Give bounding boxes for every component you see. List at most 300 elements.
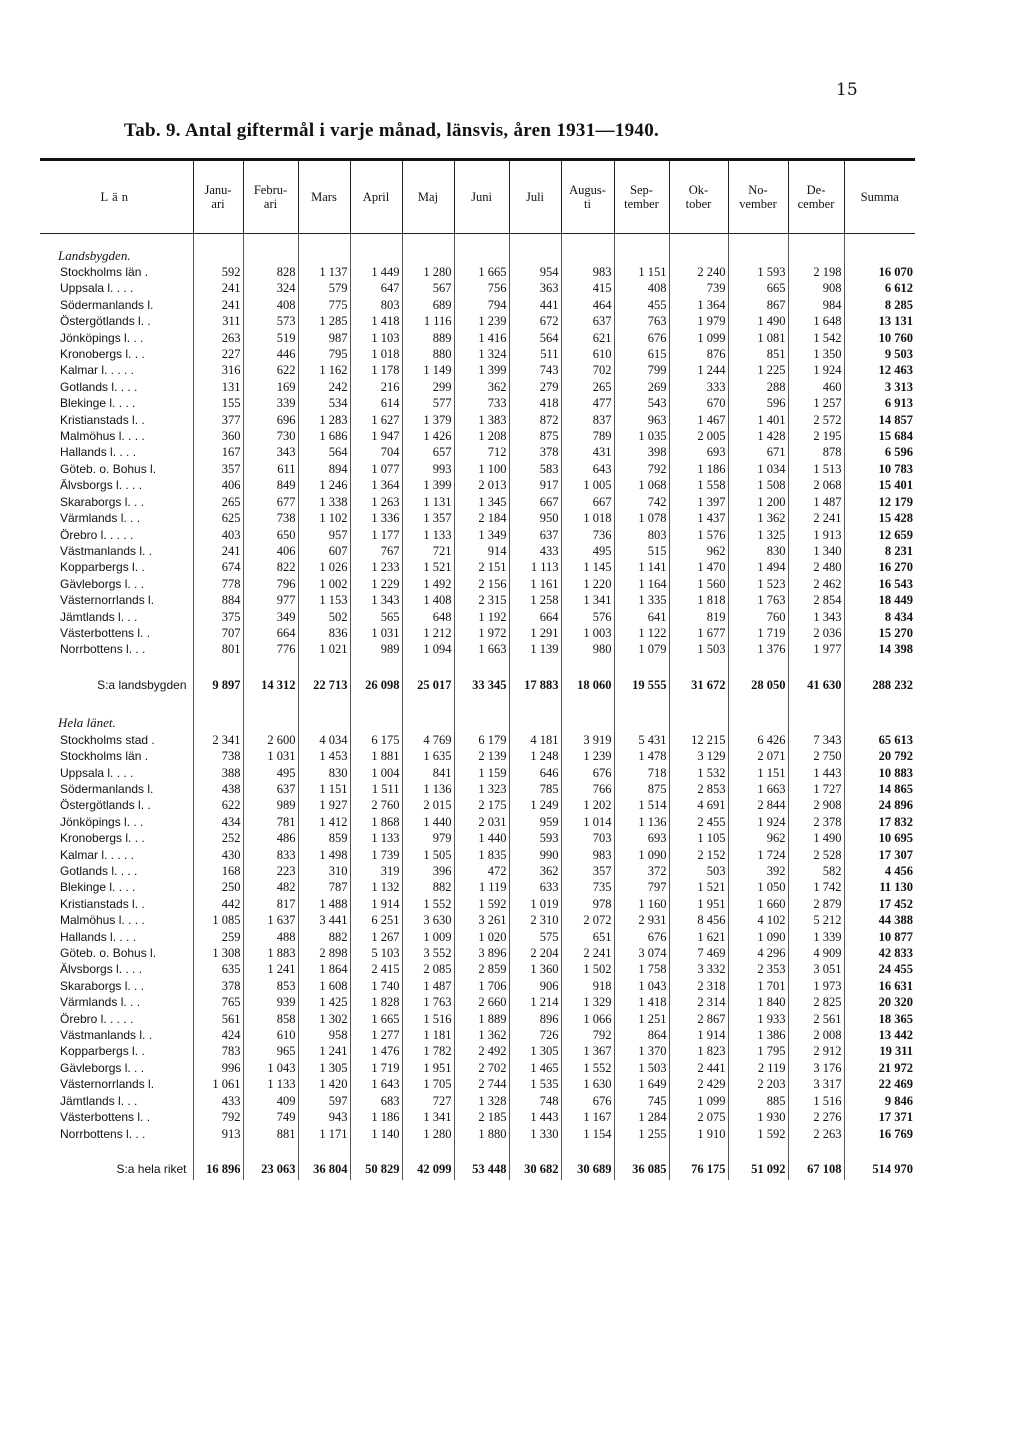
empty-cell — [788, 234, 844, 265]
total-value-cell: 30 682 — [509, 1158, 561, 1180]
value-cell: 2 750 — [788, 748, 844, 764]
empty-cell — [243, 658, 298, 674]
value-cell: 963 — [614, 412, 669, 428]
county-name: Göteb. o. Bohus l. — [40, 945, 193, 961]
value-cell: 1 302 — [298, 1011, 350, 1027]
value-cell: 2 072 — [561, 912, 614, 928]
value-cell: 1 119 — [454, 879, 509, 895]
value-cell: 265 — [193, 494, 243, 510]
value-cell: 1 420 — [298, 1076, 350, 1092]
value-cell: 781 — [243, 814, 298, 830]
value-cell: 6 913 — [884, 396, 913, 411]
value-cell: 1 099 — [669, 330, 728, 346]
value-cell: 1 818 — [669, 592, 728, 608]
value-cell: 575 — [509, 929, 561, 945]
value-cell: 2 085 — [402, 961, 454, 977]
value-cell: 1 795 — [728, 1043, 788, 1059]
value-cell: 1 151 — [728, 765, 788, 781]
value-cell: 1 560 — [669, 576, 728, 592]
value-cell: 1 379 — [402, 412, 454, 428]
value-cell: 1 665 — [454, 264, 509, 280]
value-cell: 3 313 — [884, 379, 913, 394]
value-cell: 131 — [193, 379, 243, 395]
value-cell: 792 — [193, 1109, 243, 1125]
value-cell: 2 744 — [454, 1076, 509, 1092]
value-cell: 894 — [298, 461, 350, 477]
value-cell: 567 — [402, 280, 454, 296]
value-cell: 1 364 — [350, 477, 402, 493]
value-cell: 1 440 — [454, 830, 509, 846]
value-cell: 4 691 — [669, 797, 728, 813]
value-cell: 8 434 — [884, 609, 913, 624]
value-cell: 1 782 — [402, 1043, 454, 1059]
value-cell: 1 627 — [350, 412, 402, 428]
table-row — [40, 1043, 915, 1059]
county-name: Kalmar l. . . . . — [40, 362, 193, 378]
value-cell: 16 070 — [878, 265, 913, 279]
value-cell: 4 296 — [728, 945, 788, 961]
value-cell: 765 — [193, 994, 243, 1010]
empty-cell — [243, 696, 298, 732]
empty-cell — [844, 1142, 915, 1158]
value-cell: 10 783 — [878, 461, 913, 476]
value-cell: 1 739 — [350, 847, 402, 863]
value-cell: 1 880 — [454, 1126, 509, 1142]
value-cell: 1 503 — [669, 641, 728, 657]
value-cell: 1 397 — [669, 494, 728, 510]
value-cell: 1 133 — [243, 1076, 298, 1092]
value-cell: 1 248 — [509, 748, 561, 764]
empty-cell — [788, 1142, 844, 1158]
total-value-cell: 50 829 — [350, 1158, 402, 1180]
value-cell: 776 — [243, 641, 298, 657]
value-cell: 881 — [243, 1126, 298, 1142]
value-cell: 242 — [298, 379, 350, 395]
total-value-cell: 17 883 — [509, 674, 561, 696]
value-cell: 168 — [193, 863, 243, 879]
value-cell: 2 276 — [788, 1109, 844, 1125]
value-cell: 392 — [728, 863, 788, 879]
value-cell: 1 229 — [350, 576, 402, 592]
value-cell: 1 511 — [350, 781, 402, 797]
value-cell: 455 — [614, 297, 669, 313]
marriage-table-container — [40, 158, 915, 1180]
value-cell: 433 — [193, 1093, 243, 1109]
value-cell: 1 418 — [614, 994, 669, 1010]
value-cell: 2 853 — [669, 781, 728, 797]
value-cell: 1 267 — [350, 929, 402, 945]
table-row — [40, 847, 915, 863]
county-name: Kalmar l. . . . . — [40, 847, 193, 863]
value-cell: 1 979 — [669, 313, 728, 329]
value-cell: 1 133 — [350, 830, 402, 846]
value-cell: 1 758 — [614, 961, 669, 977]
value-cell: 1 490 — [728, 313, 788, 329]
value-cell: 959 — [509, 814, 561, 830]
empty-cell — [614, 1142, 669, 1158]
value-cell: 677 — [243, 494, 298, 510]
table-row — [40, 264, 915, 280]
value-cell: 8 285 — [884, 297, 913, 312]
empty-cell — [509, 1142, 561, 1158]
county-name: Södermanlands l. — [40, 781, 193, 797]
table-row — [40, 297, 915, 313]
value-cell: 980 — [561, 641, 614, 657]
value-cell: 324 — [243, 280, 298, 296]
value-cell: 495 — [243, 765, 298, 781]
value-cell: 1 136 — [402, 781, 454, 797]
empty-cell — [298, 1142, 350, 1158]
table-row — [40, 527, 915, 543]
county-name: Malmöhus l. . . . — [40, 912, 193, 928]
value-cell: 1 476 — [350, 1043, 402, 1059]
value-cell: 415 — [561, 280, 614, 296]
value-cell: 726 — [509, 1027, 561, 1043]
value-cell: 1 951 — [402, 1060, 454, 1076]
table-row — [40, 576, 915, 592]
value-cell: 672 — [509, 313, 561, 329]
value-cell: 1 360 — [509, 961, 561, 977]
value-cell: 1 840 — [728, 994, 788, 1010]
value-cell: 42 833 — [878, 946, 913, 961]
value-cell: 2 702 — [454, 1060, 509, 1076]
value-cell: 1 031 — [350, 625, 402, 641]
value-cell: 1 665 — [350, 1011, 402, 1027]
value-cell: 885 — [728, 1093, 788, 1109]
value-cell: 1 329 — [561, 994, 614, 1010]
county-name: Västernorrlands l. — [40, 592, 193, 608]
value-cell: 4 181 — [509, 732, 561, 748]
empty-cell — [454, 1142, 509, 1158]
value-cell: 1 099 — [669, 1093, 728, 1109]
column-header-november: No- vember — [728, 161, 788, 234]
value-cell: 1 192 — [454, 609, 509, 625]
column-header-februari: Febru- ari — [243, 161, 298, 234]
value-cell: 864 — [614, 1027, 669, 1043]
value-cell: 44 388 — [878, 913, 913, 928]
value-cell: 472 — [454, 863, 509, 879]
value-cell: 378 — [509, 444, 561, 460]
table-row — [40, 330, 915, 346]
value-cell: 797 — [614, 879, 669, 895]
value-cell: 703 — [561, 830, 614, 846]
value-cell: 2 119 — [728, 1060, 788, 1076]
value-cell: 889 — [402, 330, 454, 346]
value-cell: 2 931 — [614, 912, 669, 928]
value-cell: 2 429 — [669, 1076, 728, 1092]
total-value-cell: 18 060 — [561, 674, 614, 696]
table-row — [40, 748, 915, 764]
value-cell: 482 — [243, 879, 298, 895]
value-cell: 2 353 — [728, 961, 788, 977]
value-cell: 833 — [243, 847, 298, 863]
value-cell: 388 — [193, 765, 243, 781]
value-cell: 696 — [243, 412, 298, 428]
value-cell: 398 — [614, 444, 669, 460]
value-cell: 6 426 — [728, 732, 788, 748]
value-cell: 1 828 — [350, 994, 402, 1010]
value-cell: 2 867 — [669, 1011, 728, 1027]
total-value-cell: 25 017 — [402, 674, 454, 696]
total-value-cell: 16 896 — [193, 1158, 243, 1180]
value-cell: 795 — [298, 346, 350, 362]
table-header-row — [40, 161, 915, 234]
value-cell: 3 896 — [454, 945, 509, 961]
empty-cell — [509, 696, 561, 732]
value-cell: 503 — [669, 863, 728, 879]
value-cell: 2 528 — [788, 847, 844, 863]
value-cell: 515 — [614, 543, 669, 559]
value-cell: 13 131 — [878, 314, 913, 329]
value-cell: 1 663 — [728, 781, 788, 797]
value-cell: 3 441 — [298, 912, 350, 928]
county-name: Jönköpings l. . . — [40, 330, 193, 346]
value-cell: 1 043 — [243, 1060, 298, 1076]
value-cell: 6 175 — [350, 732, 402, 748]
value-cell: 216 — [350, 379, 402, 395]
value-cell: 1 686 — [298, 428, 350, 444]
value-cell: 962 — [728, 830, 788, 846]
value-cell: 637 — [509, 527, 561, 543]
table-row — [40, 830, 915, 846]
value-cell: 718 — [614, 765, 669, 781]
column-header-januari: Janu- ari — [193, 161, 243, 234]
value-cell: 396 — [402, 863, 454, 879]
value-cell: 3 261 — [454, 912, 509, 928]
value-cell: 853 — [243, 978, 298, 994]
value-cell: 622 — [243, 362, 298, 378]
value-cell: 409 — [243, 1093, 298, 1109]
value-cell: 1 399 — [454, 362, 509, 378]
value-cell: 1 428 — [728, 428, 788, 444]
value-cell: 582 — [788, 863, 844, 879]
table-row — [40, 929, 915, 945]
value-cell: 2 660 — [454, 994, 509, 1010]
value-cell: 622 — [193, 797, 243, 813]
value-cell: 1 035 — [614, 428, 669, 444]
value-cell: 434 — [193, 814, 243, 830]
value-cell: 250 — [193, 879, 243, 895]
value-cell: 252 — [193, 830, 243, 846]
value-cell: 1 214 — [509, 994, 561, 1010]
total-row — [40, 674, 915, 696]
value-cell: 1 280 — [402, 264, 454, 280]
spacer-row — [40, 1142, 915, 1158]
value-cell: 1 009 — [402, 929, 454, 945]
empty-cell — [561, 234, 614, 265]
column-header-mars: Mars — [298, 161, 350, 234]
value-cell: 464 — [561, 297, 614, 313]
county-name: Kristianstads l. . — [40, 896, 193, 912]
value-cell: 592 — [193, 264, 243, 280]
value-cell: 906 — [509, 978, 561, 994]
value-cell: 1 386 — [728, 1027, 788, 1043]
value-cell: 7 469 — [669, 945, 728, 961]
value-cell: 16 543 — [878, 576, 913, 591]
table-row — [40, 477, 915, 493]
value-cell: 4 102 — [728, 912, 788, 928]
table-row — [40, 444, 915, 460]
value-cell: 1 576 — [669, 527, 728, 543]
value-cell: 241 — [193, 297, 243, 313]
value-cell: 1 914 — [350, 896, 402, 912]
value-cell: 958 — [298, 1027, 350, 1043]
value-cell: 1 164 — [614, 576, 669, 592]
value-cell: 1 284 — [614, 1109, 669, 1125]
value-cell: 1 498 — [298, 847, 350, 863]
value-cell: 875 — [509, 428, 561, 444]
value-cell: 7 343 — [788, 732, 844, 748]
value-cell: 1 724 — [728, 847, 788, 863]
table-row — [40, 592, 915, 608]
county-name: Västerbottens l. . — [40, 1109, 193, 1125]
value-cell: 801 — [193, 641, 243, 657]
value-cell: 333 — [669, 379, 728, 395]
value-cell: 1 255 — [614, 1126, 669, 1142]
value-cell: 1 913 — [788, 527, 844, 543]
table-row — [40, 428, 915, 444]
value-cell: 1 513 — [788, 461, 844, 477]
value-cell: 785 — [509, 781, 561, 797]
value-cell: 1 233 — [350, 559, 402, 575]
county-name: Skaraborgs l. . . — [40, 494, 193, 510]
value-cell: 1 453 — [298, 748, 350, 764]
value-cell: 615 — [614, 346, 669, 362]
total-value-cell: 53 448 — [454, 1158, 509, 1180]
table-row — [40, 1076, 915, 1092]
value-cell: 2 195 — [788, 428, 844, 444]
value-cell: 1 440 — [402, 814, 454, 830]
value-cell: 1 133 — [402, 527, 454, 543]
value-cell: 1 864 — [298, 961, 350, 977]
empty-cell — [561, 658, 614, 674]
value-cell: 621 — [561, 330, 614, 346]
value-cell: 1 177 — [350, 527, 402, 543]
column-header-summa: Summa — [844, 161, 915, 234]
value-cell: 1 285 — [298, 313, 350, 329]
value-cell: 1 141 — [614, 559, 669, 575]
value-cell: 1 202 — [561, 797, 614, 813]
value-cell: 733 — [454, 395, 509, 411]
value-cell: 1 220 — [561, 576, 614, 592]
value-cell: 18 449 — [878, 593, 913, 608]
value-cell: 2 912 — [788, 1043, 844, 1059]
value-cell: 1 637 — [243, 912, 298, 928]
value-cell: 2 561 — [788, 1011, 844, 1027]
county-name: Uppsala l. . . . — [40, 765, 193, 781]
value-cell: 625 — [193, 510, 243, 526]
county-name: Västmanlands l. . — [40, 1027, 193, 1043]
value-cell: 760 — [728, 609, 788, 625]
value-cell: 667 — [561, 494, 614, 510]
value-cell: 3 317 — [788, 1076, 844, 1092]
value-cell: 704 — [350, 444, 402, 460]
value-cell: 1 002 — [298, 576, 350, 592]
value-cell: 460 — [788, 379, 844, 395]
total-row — [40, 1158, 915, 1180]
value-cell: 357 — [193, 461, 243, 477]
value-cell: 1 881 — [350, 748, 402, 764]
county-name: Gävleborgs l. . . — [40, 1060, 193, 1076]
value-cell: 1 034 — [728, 461, 788, 477]
value-cell: 1 643 — [350, 1076, 402, 1092]
value-cell: 343 — [243, 444, 298, 460]
total-value-cell: 514 970 — [872, 1161, 913, 1176]
value-cell: 611 — [243, 461, 298, 477]
value-cell: 1 502 — [561, 961, 614, 977]
value-cell: 989 — [350, 641, 402, 657]
value-cell: 830 — [728, 543, 788, 559]
value-cell: 849 — [243, 477, 298, 493]
value-cell: 17 371 — [878, 1110, 913, 1125]
value-cell: 1 401 — [728, 412, 788, 428]
table-row — [40, 961, 915, 977]
value-cell: 2 908 — [788, 797, 844, 813]
value-cell: 965 — [243, 1043, 298, 1059]
value-cell: 1 171 — [298, 1126, 350, 1142]
value-cell: 671 — [728, 444, 788, 460]
empty-cell — [844, 696, 915, 732]
total-value-cell: 31 672 — [669, 674, 728, 696]
value-cell: 2 462 — [788, 576, 844, 592]
value-cell: 1 339 — [788, 929, 844, 945]
empty-cell — [788, 658, 844, 674]
value-cell: 372 — [614, 863, 669, 879]
value-cell: 647 — [350, 280, 402, 296]
empty-cell — [614, 658, 669, 674]
value-cell: 5 431 — [614, 732, 669, 748]
value-cell: 477 — [561, 395, 614, 411]
value-cell: 259 — [193, 929, 243, 945]
value-cell: 6 596 — [884, 445, 913, 460]
value-cell: 2 068 — [788, 477, 844, 493]
value-cell: 1 005 — [561, 477, 614, 493]
value-cell: 1 416 — [454, 330, 509, 346]
value-cell: 1 763 — [402, 994, 454, 1010]
marriage-statistics-table — [40, 161, 915, 1180]
value-cell: 1 514 — [614, 797, 669, 813]
value-cell: 689 — [402, 297, 454, 313]
value-cell: 1 212 — [402, 625, 454, 641]
value-cell: 265 — [561, 379, 614, 395]
value-cell: 579 — [298, 280, 350, 296]
value-cell: 1 239 — [454, 313, 509, 329]
value-cell: 1 149 — [402, 362, 454, 378]
value-cell: 65 613 — [878, 732, 913, 747]
value-cell: 667 — [509, 494, 561, 510]
value-cell: 984 — [788, 297, 844, 313]
empty-cell — [454, 658, 509, 674]
value-cell: 817 — [243, 896, 298, 912]
value-cell: 1 343 — [350, 592, 402, 608]
value-cell: 362 — [509, 863, 561, 879]
value-cell: 738 — [193, 748, 243, 764]
total-label: S:a landsbygden — [40, 674, 193, 696]
value-cell: 914 — [454, 543, 509, 559]
value-cell: 607 — [298, 543, 350, 559]
county-name: Kronobergs l. . . — [40, 346, 193, 362]
value-cell: 1 521 — [402, 559, 454, 575]
table-row — [40, 1011, 915, 1027]
value-cell: 2 015 — [402, 797, 454, 813]
value-cell: 978 — [561, 896, 614, 912]
value-cell: 1 161 — [509, 576, 561, 592]
value-cell: 19 311 — [879, 1044, 913, 1059]
value-cell: 2 898 — [298, 945, 350, 961]
value-cell: 431 — [561, 444, 614, 460]
county-name: Örebro l. . . . . — [40, 527, 193, 543]
table-row — [40, 1060, 915, 1076]
